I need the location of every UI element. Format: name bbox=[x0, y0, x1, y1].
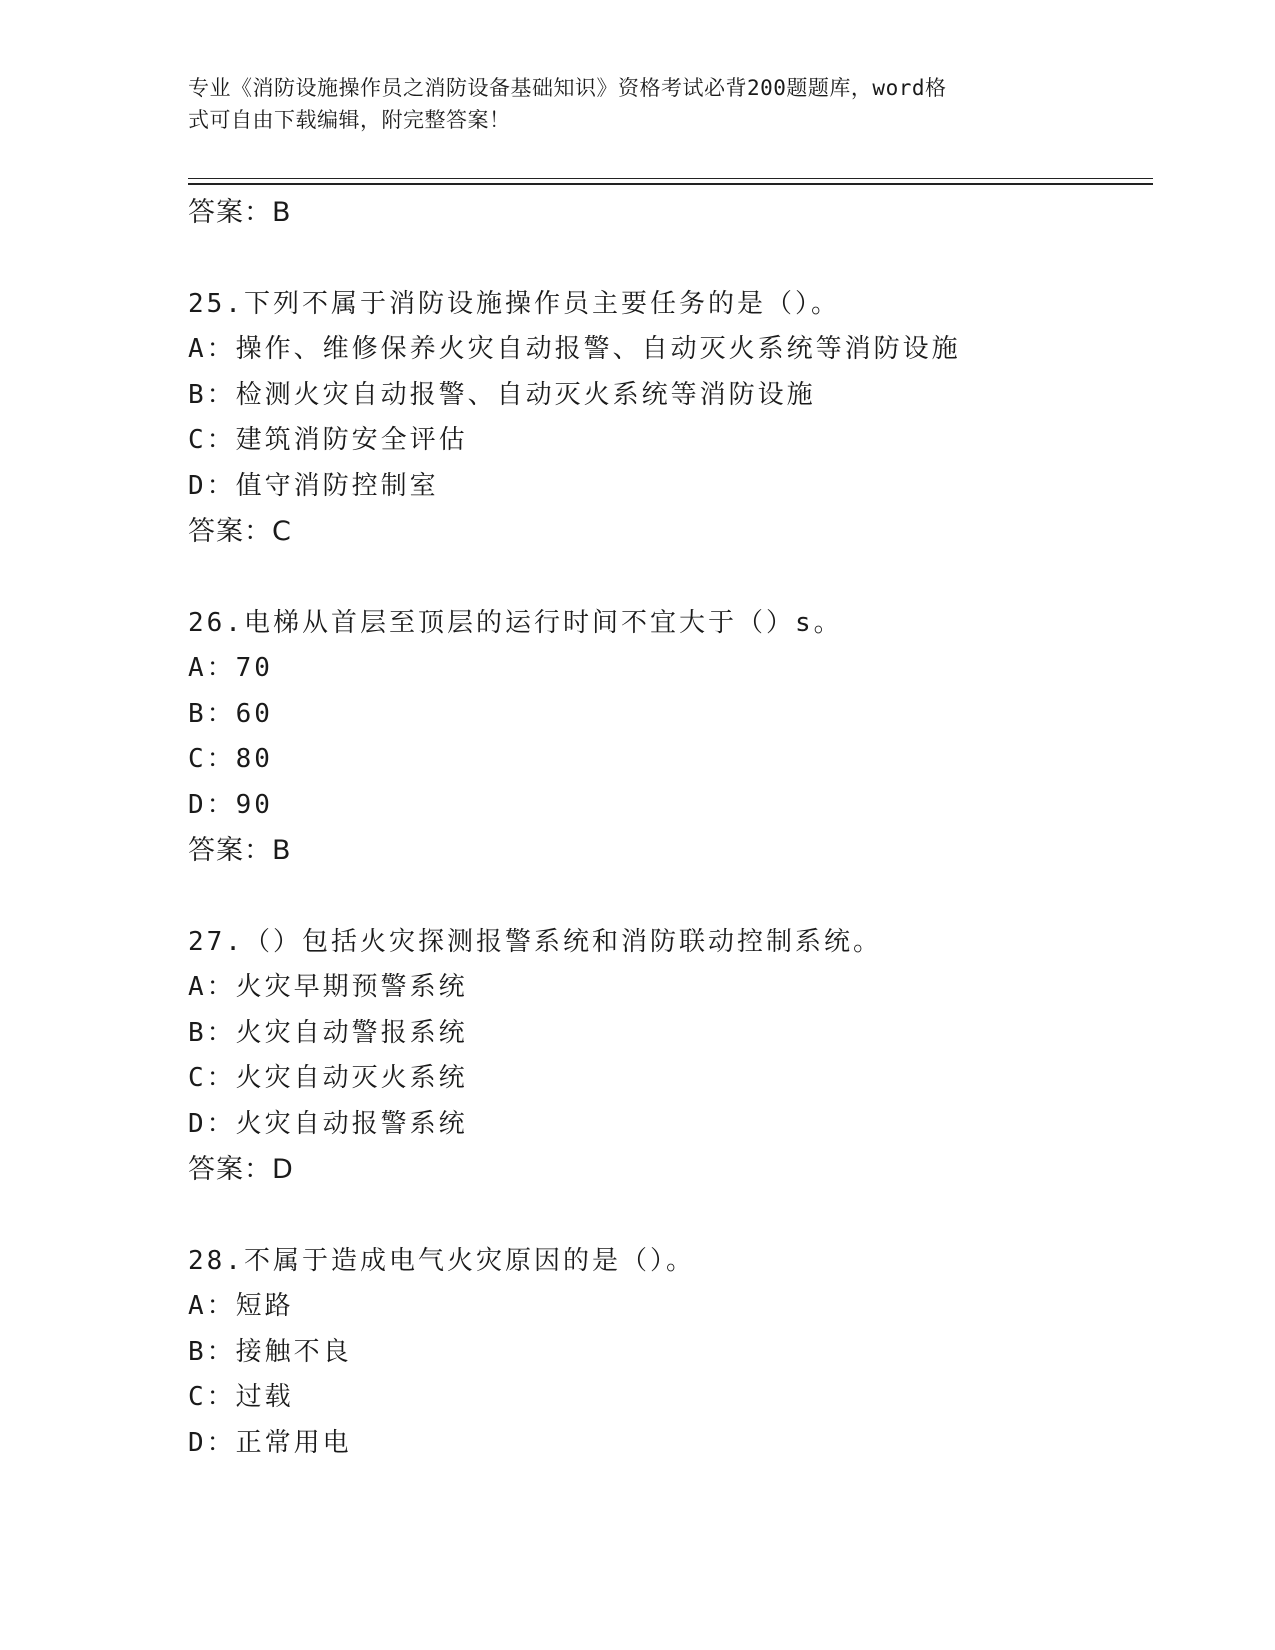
option-d: D：正常用电 bbox=[188, 1427, 352, 1458]
spacer bbox=[188, 874, 1148, 920]
option-d: D：值守消防控制室 bbox=[188, 470, 439, 501]
option-d: D：90 bbox=[188, 789, 273, 820]
option-c: C：80 bbox=[188, 744, 273, 774]
answer-line: 答案：B bbox=[188, 197, 292, 228]
header-line-2: 式可自由下载编辑，附完整答案！ bbox=[188, 108, 511, 132]
answer-line: 答案：C bbox=[188, 516, 292, 547]
option-c: C：建筑消防安全评估 bbox=[188, 425, 468, 455]
option-a: A：火灾早期预警系统 bbox=[188, 972, 468, 1002]
spacer bbox=[188, 555, 1148, 601]
answer-line: 答案：B bbox=[188, 835, 292, 866]
spacer bbox=[188, 1193, 1148, 1239]
option-a: A：70 bbox=[188, 653, 273, 683]
question-block bbox=[188, 920, 1148, 1193]
option-d: D：火灾自动报警系统 bbox=[188, 1108, 468, 1139]
option-b: B：接触不良 bbox=[188, 1336, 352, 1367]
spacer bbox=[188, 236, 1148, 282]
option-c: C：过载 bbox=[188, 1382, 294, 1412]
option-b: B：60 bbox=[188, 698, 273, 729]
option-b: B：检测火灾自动报警、自动灭火系统等消防设施 bbox=[188, 379, 816, 410]
option-b: B：火灾自动警报系统 bbox=[188, 1017, 468, 1048]
question-stem: 25.下列不属于消防设施操作员主要任务的是（）。 bbox=[188, 288, 840, 319]
option-a: A：短路 bbox=[188, 1291, 294, 1321]
question-stem: 28.不属于造成电气火灾原因的是（）。 bbox=[188, 1245, 695, 1276]
option-a: A：操作、维修保养火灾自动报警、自动灭火系统等消防设施 bbox=[188, 334, 961, 364]
header-divider-thick bbox=[188, 183, 1153, 185]
question-list bbox=[188, 190, 1148, 1466]
question-block bbox=[188, 601, 1148, 874]
document-header bbox=[188, 72, 1068, 136]
answer-line: 答案：D bbox=[188, 1154, 294, 1185]
question-block bbox=[188, 282, 1148, 555]
question-stem: 26.电梯从首层至顶层的运行时间不宜大于（）s。 bbox=[188, 607, 843, 638]
question-stem: 27.（）包括火灾探测报警系统和消防联动控制系统。 bbox=[188, 926, 882, 957]
header-line-1: 专业《消防设施操作员之消防设备基础知识》资格考试必背200题题库，word格 bbox=[188, 76, 947, 100]
question-block bbox=[188, 1239, 1148, 1467]
header-divider-thin bbox=[188, 178, 1153, 179]
option-c: C：火灾自动灭火系统 bbox=[188, 1063, 468, 1093]
